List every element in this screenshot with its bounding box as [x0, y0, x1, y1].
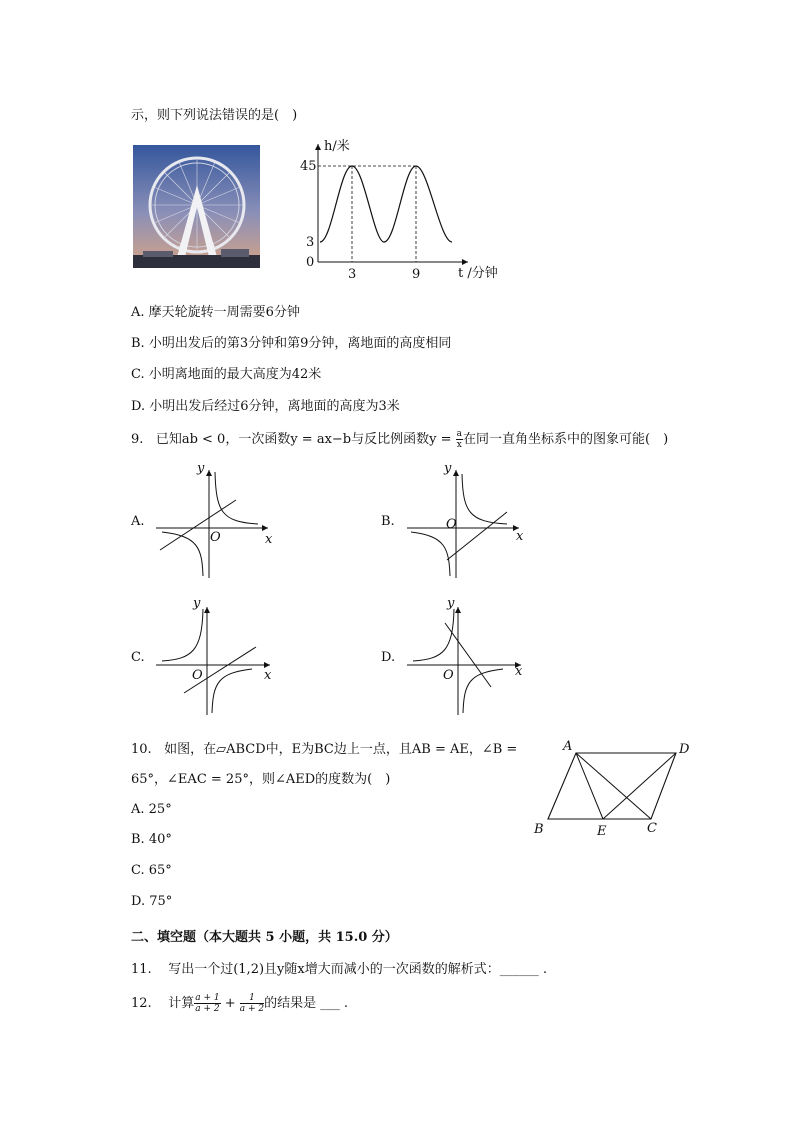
svg-text:x: x [516, 529, 524, 544]
y-tick-3: 3 [306, 235, 315, 250]
q10-option-a: A. 25° [131, 802, 172, 817]
y-axis-label: h/米 [324, 139, 350, 154]
q10-number: 10. [131, 742, 152, 757]
q9-option-b-letter: B. [381, 514, 395, 529]
q9-option-d-graph [403, 595, 533, 720]
q9-fraction: $\frac{a}{x}$ [456, 429, 462, 450]
q9-text-a: 已知ab < 0，一次函数y = ax−b与反比例函数y = [155, 432, 456, 447]
q10-option-c: C. 65° [131, 863, 172, 878]
svg-text:O: O [443, 668, 454, 683]
x-tick-3: 3 [348, 267, 357, 282]
q10-stem-line1: 10. 如图，在▱ABCD中，E为BC边上一点，且AB = AE，∠B = [131, 742, 518, 757]
height-time-graph [300, 136, 510, 286]
y-tick-45: 45 [300, 159, 317, 174]
q9-number: 9. [131, 432, 144, 447]
question-8-stem-tail: 示，则下列说法错误的是( ) [131, 108, 298, 123]
svg-text:O: O [446, 517, 457, 532]
q12-fraction-1: $\frac{a + 1}{a + 2}$ [195, 993, 220, 1014]
q8-option-d: D. 小明出发后经过6分钟，离地面的高度为3米 [131, 399, 400, 414]
q12-number: 12. [131, 996, 152, 1011]
q10-option-d: D. 75° [131, 894, 173, 909]
ferris-wheel-photo [133, 145, 260, 268]
q8-option-c: C. 小明离地面的最大高度为42米 [131, 367, 322, 382]
q11-number: 11. [131, 962, 152, 977]
svg-text:O: O [210, 530, 221, 545]
svg-text:x: x [515, 664, 523, 679]
q9-stem [131, 428, 668, 450]
section-2-heading: 二、填空题（本大题共 5 小题，共 15.0 分） [131, 930, 398, 945]
svg-text:E: E [597, 824, 607, 839]
q8-option-a: A. 摩天轮旋转一周需要6分钟 [131, 305, 300, 320]
x-tick-9: 9 [412, 267, 421, 282]
q9-text-b: 在同一直角坐标系中的图象可能( ) [463, 432, 669, 447]
parallelogram-figure [528, 735, 698, 840]
origin-label: 0 [306, 255, 315, 270]
svg-text:y: y [444, 461, 452, 476]
q9-option-c-graph [152, 595, 282, 720]
svg-text:x: x [264, 668, 272, 683]
svg-text:y: y [193, 596, 201, 611]
q9-option-a-graph [152, 460, 282, 585]
q9-option-b-graph [403, 460, 533, 585]
svg-text:B: B [534, 822, 544, 837]
svg-text:D: D [679, 742, 690, 757]
q12: 12. 计算 $\frac{a + 1}{a + 2}$ + $\frac{1}{a + 2}$ 的结果是 ___ . [131, 993, 349, 1014]
q9-option-c-letter: C. [131, 650, 145, 665]
q9-option-d-letter: D. [381, 650, 396, 665]
q11 [131, 958, 547, 977]
q9-option-a-letter: A. [131, 514, 145, 529]
svg-text:x: x [265, 532, 273, 547]
q11-text: 写出一个过(1,2)且y随x增大而减小的一次函数的解析式：______ . [168, 962, 547, 977]
q12-fraction-2: $\frac{1}{a + 2}$ [239, 993, 265, 1014]
svg-text:O: O [192, 668, 203, 683]
q10-stem-line2: 65°，∠EAC = 25°，则∠AED的度数为( ) [131, 772, 391, 787]
svg-text:A: A [563, 739, 573, 754]
svg-text:C: C [647, 821, 657, 836]
q10-option-b: B. 40° [131, 832, 172, 847]
svg-text:y: y [447, 596, 455, 611]
q8-option-b: B. 小明出发后的第3分钟和第9分钟，离地面的高度相同 [131, 336, 452, 351]
x-axis-label: t /分钟 [458, 266, 498, 281]
svg-text:y: y [197, 461, 205, 476]
